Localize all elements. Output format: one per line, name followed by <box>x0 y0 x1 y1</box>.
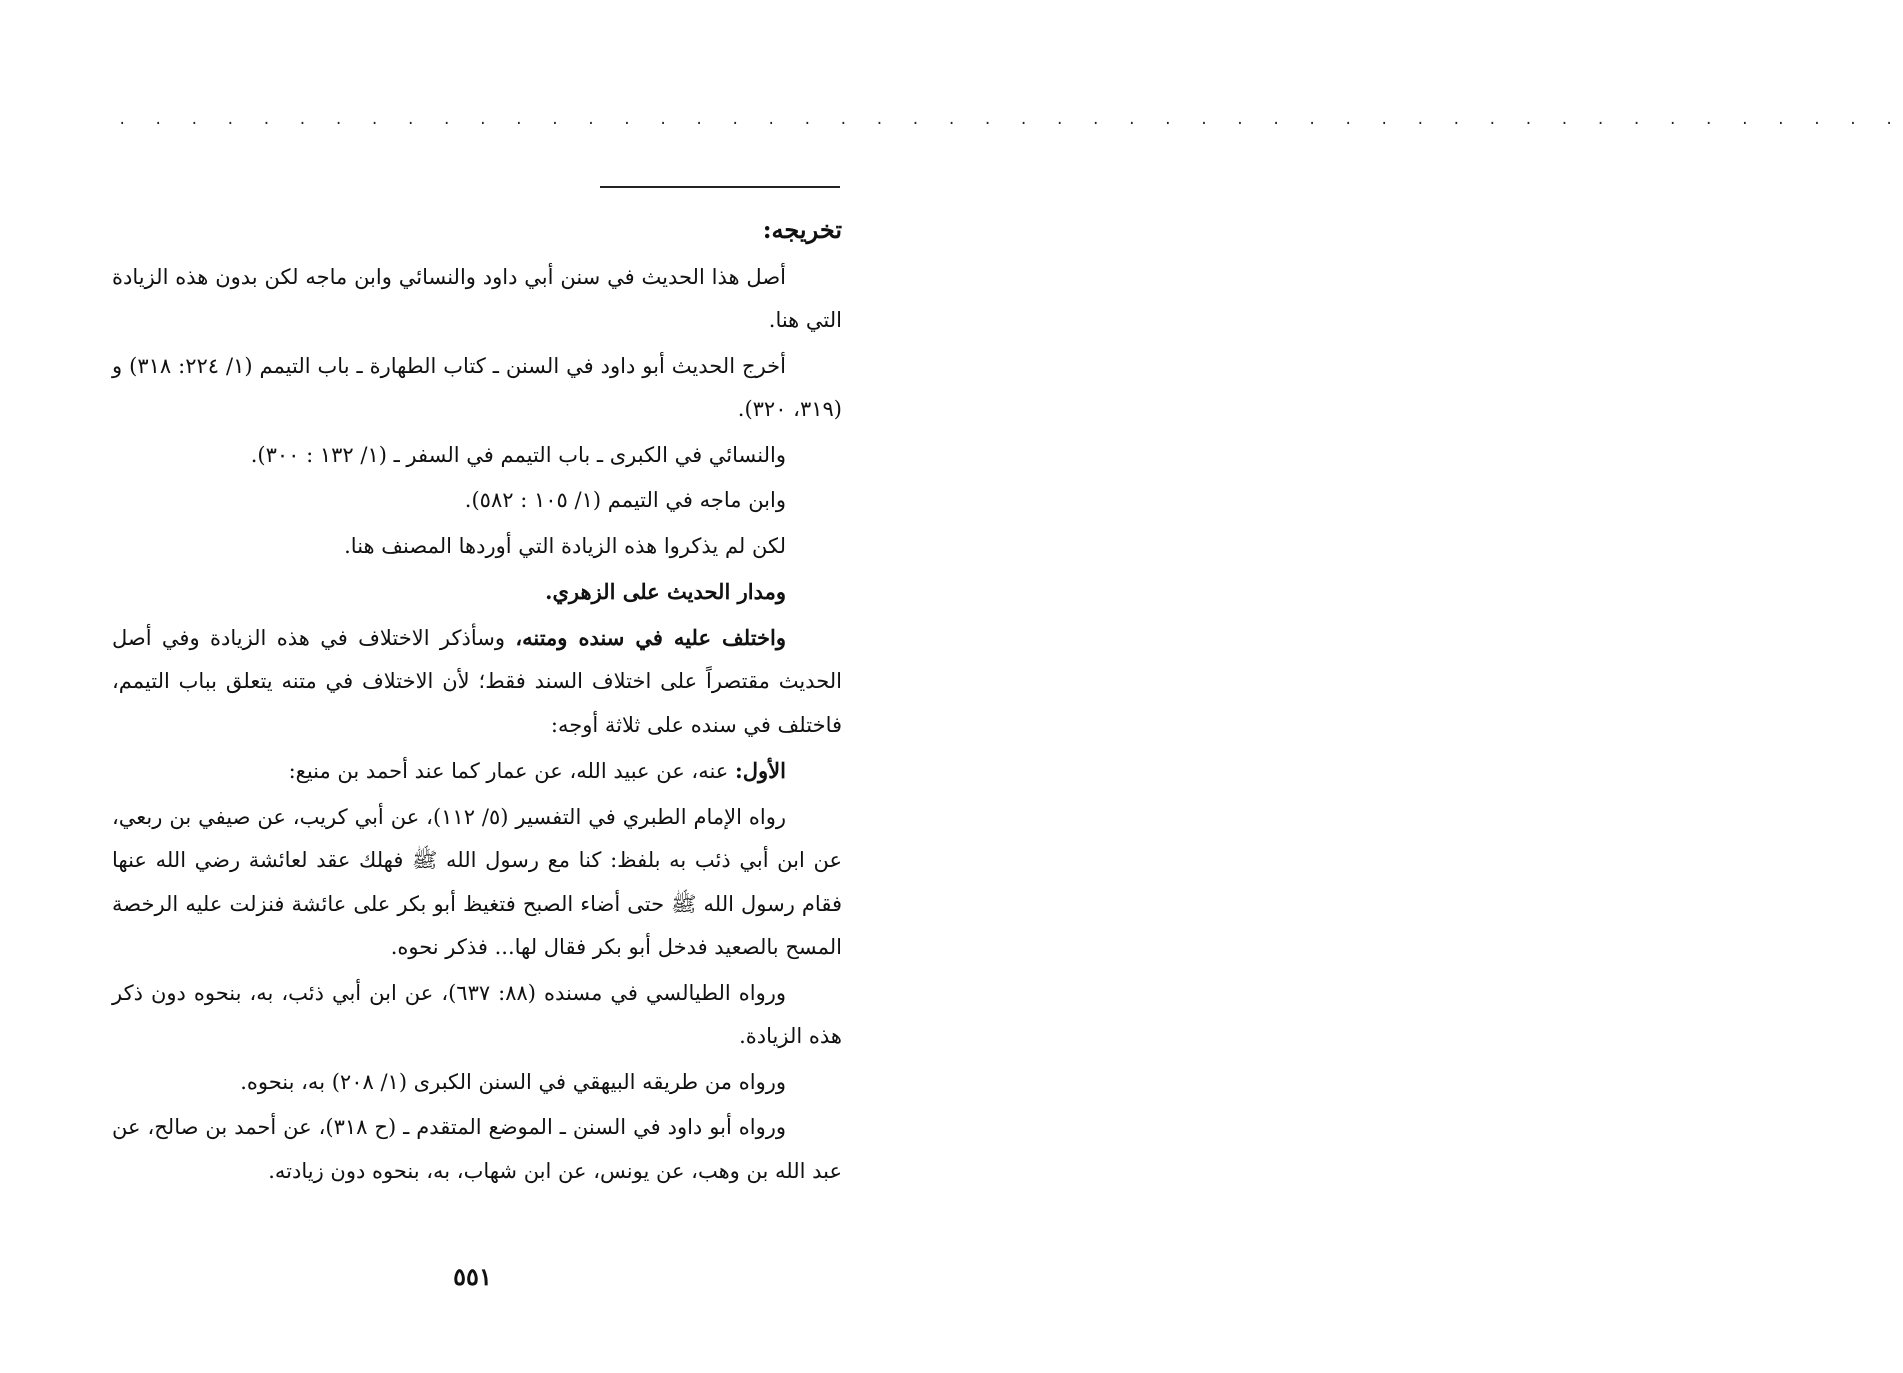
paragraph-first-wajh <box>112 749 842 794</box>
ikhtilaf-continuation: الحديث مقتصراً على اختلاف السند فقط؛ لأن الاختلاف في متنه يتعلق بباب التيمم، فاختلف في سنده على ثلاثة أوجه: <box>112 669 842 737</box>
paragraph-abu-dawud-2: ورواه أبو داود في السنن ـ الموضع المتقدم ـ (ح ٣١٨)، عن أحمد بن صالح، عن عبد الله بن وهب، عن يونس، عن ابن شهاب، به، بنحوه دون زيادته. <box>112 1115 842 1183</box>
dotted-separator: . . . . . . . . . . . . . . . . . . . . . . . . . . . . . . . . . . . . . . . . . . . . . . . . . . <box>118 112 1903 128</box>
paragraph-origin: أصل هذا الحديث في سنن أبي داود والنسائي وابن ماجه لكن بدون هذه الزيادة التي هنا. <box>112 264 842 332</box>
ikhtilaf-text: وسأذكر الاختلاف في هذه الزيادة وفي أصل <box>112 625 516 650</box>
paragraph-nasai: والنسائي في الكبرى ـ باب التيمم في السفر ـ (١/ ١٣٢ : ٣٠٠). <box>250 442 786 467</box>
paragraph-ibn-majah: وابن ماجه في التيمم (١/ ١٠٥ : ٥٨٢). <box>464 488 786 512</box>
paragraph-not-mentioned: لكن لم يذكروا هذه الزيادة التي أوردها المصنف هنا. <box>344 533 786 558</box>
paragraph-madar: ومدار الحديث على الزهري. <box>545 579 786 604</box>
paragraph-abu-dawud: أخرج الحديث أبو داود في السنن ـ كتاب الطهارة ـ باب التيمم (١/ ٢٢٤: ٣١٨) و (٣١٩، ٣٢٠). <box>112 353 842 421</box>
paragraph-tabari: رواه الإمام الطبري في التفسير (٥/ ١١٢)، عن أبي كريب، عن صيفي بن ربعي، عن ابن أبي ذئب به بلفظ: كنا مع رسول الله ﷺ فهلك عقد لعائشة رضي الله عنها فقام رسول الله ﷺ حتى أضاء الصبح فتغيظ أبو بكر على عائشة فنزلت عليه الرخصة المسح بالصعيد فدخل أبو بكر فقال لها... فذكر نحوه. <box>112 804 842 959</box>
first-wajh-text: عنه، عن عبيد الله، عن عمار كما عند أحمد بن منيع: <box>288 759 729 783</box>
paragraph-tayalisi: ورواه الطيالسي في مسنده (٨٨: ٦٣٧)، عن ابن أبي ذئب، به، بنحوه دون ذكر هذه الزيادة. <box>112 980 842 1048</box>
first-wajh-label: الأول: <box>735 758 786 783</box>
paragraph-bayhaqi: ورواه من طريقه البيهقي في السنن الكبرى (١/ ٢٠٨) به، بنحوه. <box>240 1069 786 1094</box>
ikhtilaf-bold-text: واختلف عليه في سنده ومتنه، <box>515 624 786 650</box>
paragraph-ikhtilaf <box>112 616 842 748</box>
page-number: ٥٥١ <box>453 1262 492 1291</box>
footnote-rule <box>600 186 840 188</box>
section-heading: تخريجه: <box>762 215 842 244</box>
page-body <box>112 208 842 1195</box>
